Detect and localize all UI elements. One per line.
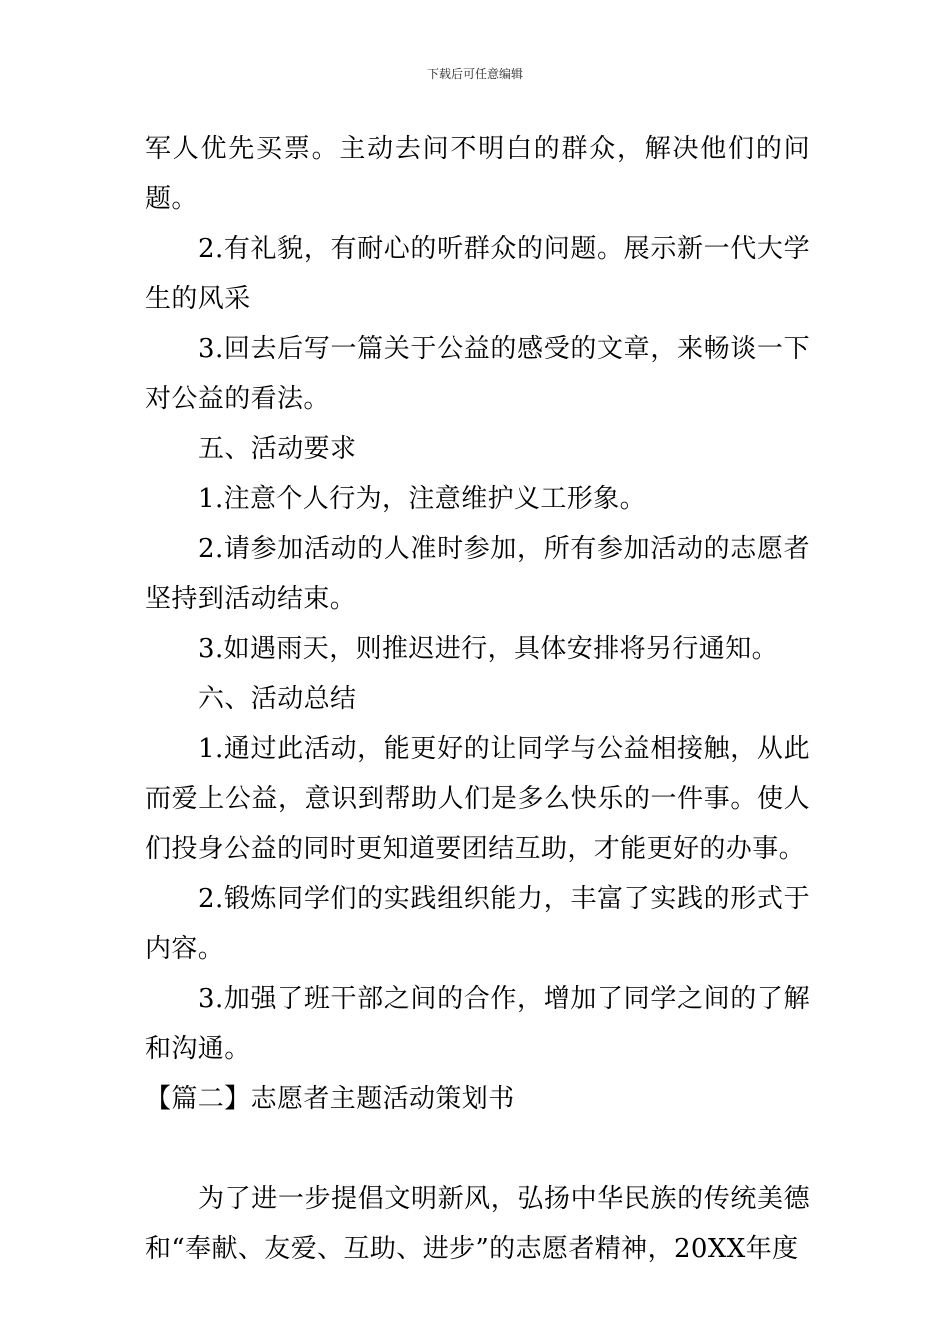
list-item: 3.回去后写一篇关于公益的感受的文章，来畅谈一下对公益的看法。 [145, 334, 810, 414]
list-item: 3.加强了班干部之间的合作，增加了同学之间的了解和沟通。 [145, 984, 810, 1064]
page-header-note: 下载后可任意编辑 [426, 67, 523, 81]
list-item: 2.锻炼同学们的实践组织能力，丰富了实践的形式于内容。 [145, 884, 810, 964]
list-item: 2.有礼貌，有耐心的听群众的问题。展示新一代大学生的风采 [145, 234, 810, 314]
list-item: 2.请参加活动的人准时参加，所有参加活动的志愿者坚持到活动结束。 [145, 534, 810, 614]
list-item: 3.如遇雨天，则推迟进行，具体安排将另行通知。 [198, 634, 779, 664]
paragraph-continuation: 军人优先买票。主动去问不明白的群众，解决他们的问题。 [145, 134, 810, 214]
blank-line [145, 1124, 810, 1174]
list-item: 1.注意个人行为，注意维护义工形象。 [198, 484, 647, 514]
intro-paragraph: 为了进一步提倡文明新风，弘扬中华民族的传统美德和“奉献、友爱、互助、进步”的志愿者精神，20XX年度 [145, 1184, 810, 1264]
section-heading: 五、活动要求 [198, 434, 357, 464]
section-heading: 六、活动总结 [198, 684, 357, 714]
chapter-title: 【篇二】志愿者主题活动策划书 [145, 1084, 515, 1114]
document-body [145, 124, 810, 1274]
list-item: 1.通过此活动，能更好的让同学与公益相接触，从此而爱上公益，意识到帮助人们是多么快乐的一件事。使人们投身公益的同时更知道要团结互助，才能更好的办事。 [145, 734, 810, 864]
